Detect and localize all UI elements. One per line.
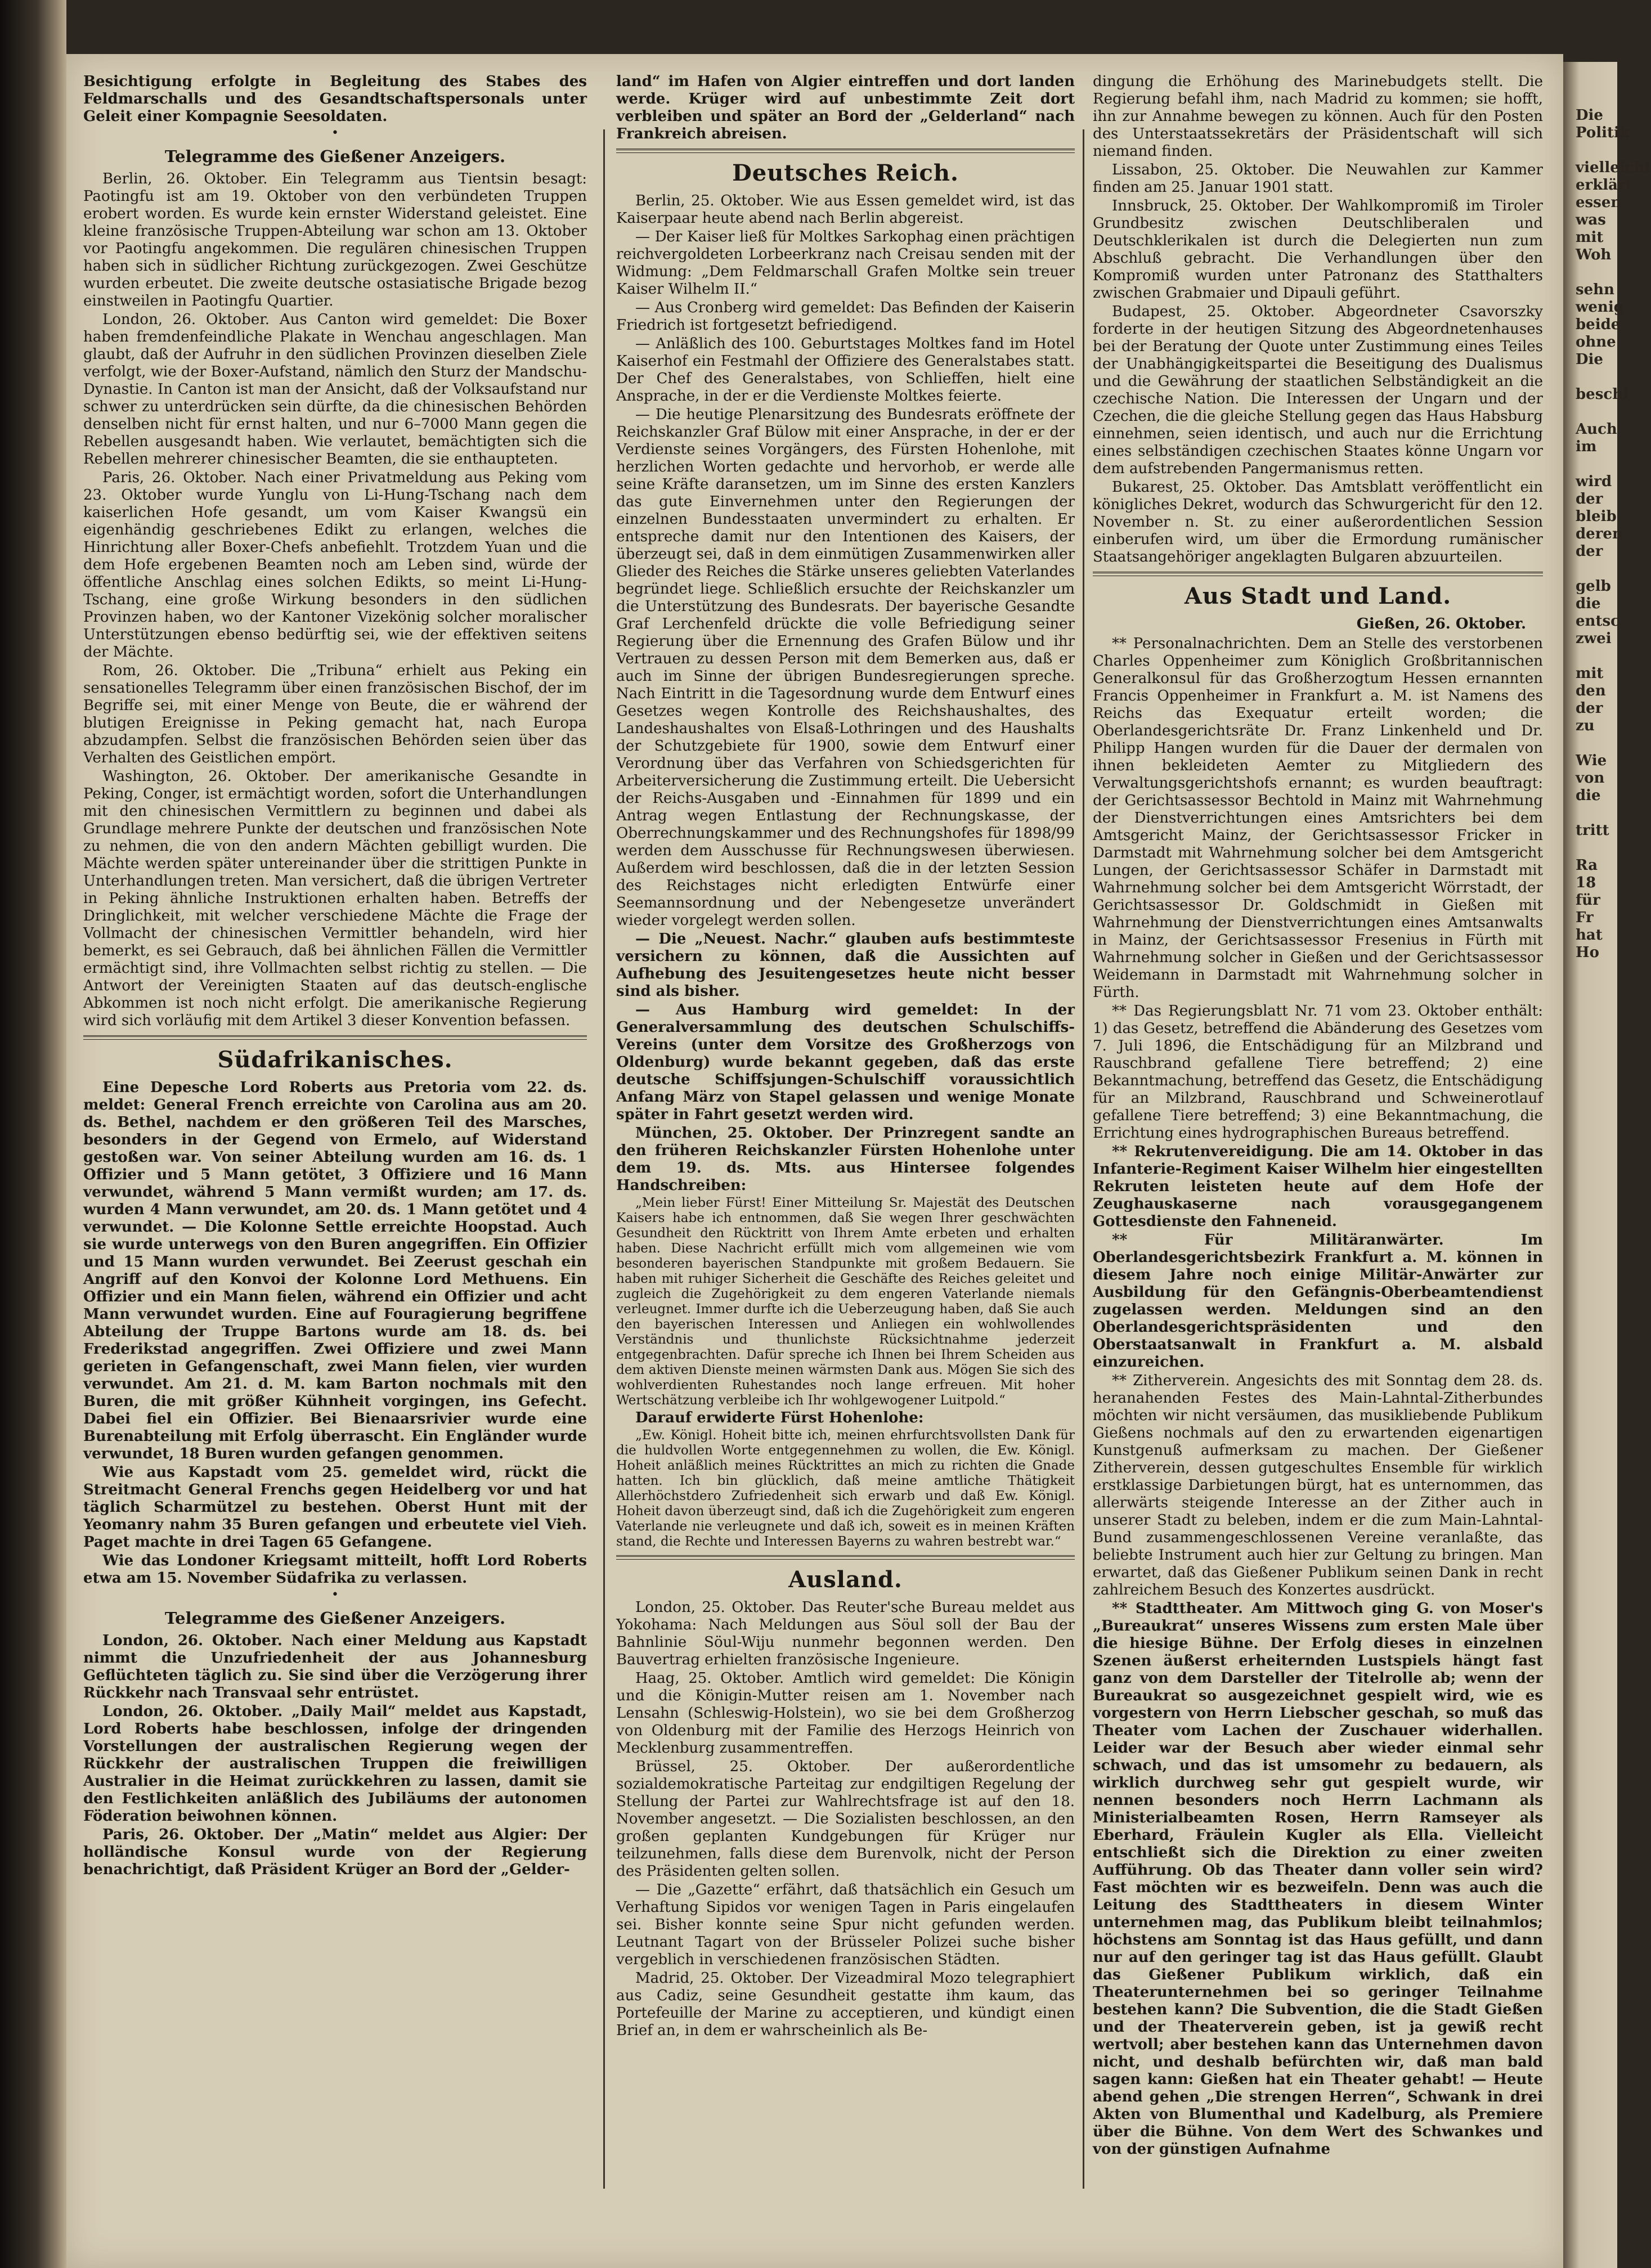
letter-hohenlohe: „Ew. Königl. Hoheit bitte ich, meinen ehrfurchtsvollsten Dank für die huldvollen Worte entgegennehmen zu wollen, die Ew. Königl. Hoheit anläßlich meines Rücktrittes an mich zu richten die Gnade hatten. Ich bin glücklich, daß meine amtliche Thätigkeit Allerhöchstdero Zufriedenheit sich erwarb und daß Ew. Königl. Hoheit davon überzeugt sind, daß ich die Zugehörigkeit zum engeren Vaterlande nie verleugnete und daß ich, soweit es in meinen Kräften stand, die Rechte und Interessen Bayerns zu wahren bestrebt war.“ xyxy=(616,1428,1075,1549)
article-paragraph: — Aus Cronberg wird gemeldet: Das Befinden der Kaiserin Friedrich ist fortgesetzt befriedigend. xyxy=(616,299,1075,334)
dateline: Gießen, 26. Oktober. xyxy=(1356,616,1526,632)
next-page-text-fragment: Die Politik vielleicht erklärt essen was mit Woh sehn wenig beide ohne Die beschl Auch im wird der bleib deren der gelb die entsc zwei mit den der zu Wie von die tritt Ra 18 für Fr hat Ho xyxy=(1576,107,1651,961)
article-continuation: land“ im Hafen von Algier eintreffen und dort landen werde. Krüger wird auf unbestimmte Zeit dort verbleiben und später an Bord der „Gelderland“ nach Frankreich abreisen. xyxy=(616,73,1075,142)
article-paragraph: Lissabon, 25. Oktober. Die Neuwahlen zur Kammer finden am 25. Januar 1901 statt. xyxy=(1093,161,1543,196)
article-paragraph: ** Rekrutenvereidigung. Die am 14. Oktober in das Infanterie-Regiment Kaiser Wilhelm hier eingestellten Rekruten leisteten heute auf dem Hofe der Zeughauskaserne nach vorausgegangenem Gottesdienste den Fahneneid. xyxy=(1093,1143,1543,1230)
article-paragraph: — Die „Neuest. Nachr.“ glauben aufs bestimmteste versichern zu können, daß die Aussichten auf Aufhebung des Jesuitengesetzes heute nicht besser sind als bisher. xyxy=(616,931,1075,1000)
section-divider xyxy=(616,149,1075,153)
telegram-paragraph: London, 26. Oktober. Nach einer Meldung aus Kapstadt nimmt die Unzufriedenheit der aus Johannesburg Geflüchteten täglich zu. Sie sind über die Verzögerung ihrer Rückkehr nach Transvaal sehr entrüstet. xyxy=(83,1632,587,1701)
section-title-aus-stadt-und-land: Aus Stadt und Land. xyxy=(1184,583,1452,609)
article-paragraph: London, 25. Oktober. Das Reuter'sche Bureau meldet aus Yokohama: Nach Meldungen aus Söul soll der Bau der Bahnlinie Söul-Wiju nunmehr begonnen werden. Den Bauvertrag erhielten französische Ingenieure. xyxy=(616,1599,1075,1668)
separator-dot: • xyxy=(331,126,339,140)
section-title-deutsches-reich: Deutsches Reich. xyxy=(732,160,959,186)
telegram-paragraph: Paris, 26. Oktober. Der „Matin“ meldet aus Algier: Der holländische Konsul wurde von der Regierung benachrichtigt, daß Präsident Krüger an Bord der „Gelder- xyxy=(83,1826,587,1878)
column-middle xyxy=(616,73,1075,2041)
column-right xyxy=(1093,73,1543,2159)
separator-dot: • xyxy=(331,1588,339,1602)
article-paragraph: Innsbruck, 25. Oktober. Der Wahlkompromiß im Tiroler Grundbesitz zwischen Deutschliberalen und Deutschklerikalen ist durch die Delegierten nun zum Abschluß gebracht. Die Verhandlungen über den Kompromiß wurden unter Patronanz des Statthalters zwischen Grabmaier und Dipauli geführt. xyxy=(1093,197,1543,302)
article-continuation: Besichtigung erfolgte in Begleitung des Stabes des Feldmarschalls und des Gesandtschaftspersonals unter Geleit einer Kompagnie Seesoldaten. xyxy=(83,73,587,125)
section-divider xyxy=(616,1555,1075,1560)
book-binding-edge xyxy=(0,0,66,2268)
section-title-ausland: Ausland. xyxy=(788,1566,903,1593)
telegram-paragraph: Rom, 26. Oktober. Die „Tribuna“ erhielt aus Peking ein sensationelles Telegramm über einen französischen Bischof, der im Begriffe sei, mit einer Menge von Beute, die er während der blutigen Ereignisse in Peking gemacht hat, nach Europa abzudampfen. Selbst die französischen Behörden seien über das Verhalten des Geistlichen empört. xyxy=(83,662,587,766)
telegram-heading-1: Telegramme des Gießener Anzeigers. xyxy=(164,147,506,166)
next-page-edge xyxy=(1563,62,1651,2268)
article-continuation: dingung die Erhöhung des Marinebudgets stellt. Die Regierung befahl ihm, nach Madrid zu kommen; sie hofft, ihn zur Annahme bewegen zu können. Auch für den Posten des Unterstaatssekretärs der Präsidentschaft will sich niemand finden. xyxy=(1093,73,1543,160)
telegram-paragraph: Washington, 26. Oktober. Der amerikanische Gesandte in Peking, Conger, ist ermächtigt worden, sofort die Unterhandlungen mit den chinesischen Vermittlern zu beginnen und dabei als Grundlage mehrere Punkte der deutschen und französischen Note zu nehmen, die von den andern Mächten gebilligt wurden. Die Mächte werden später untereinander über die strittigen Punkte in Unterhandlungen treten. Man versichert, daß die übrigen Vertreter in Peking ähnliche Instruktionen erhalten haben. Betreffs der Dringlichkeit, mit welcher verschiedene Mächte die Frage der Vollmacht der chinesischen Vermittler behandeln, wird hier bemerkt, es sei Gebrauch, daß bei ähnlichen Fällen die Vermittler ermächtigt sind, ihre Vollmachten selbst richtig zu stellen. — Die Antwort der Vereinigten Staaten auf das deutsch-englische Abkommen ist noch nicht erfolgt. Die amerikanische Regierung wird sich vorläufig mit dem Artikel 3 dieser Konvention befassen. xyxy=(83,768,587,1029)
article-paragraph: ** Für Militäranwärter. Im Oberlandesgerichtsbezirk Frankfurt a. M. können in diesem Jahre noch einige Militär-Anwärter zur Ausbildung für den Gefängnis-Oberbeamtendienst zugelassen werden. Meldungen sind an den Oberlandesgerichtspräsidenten und den Oberstaatsanwalt in Frankfurt a. M. alsbald einzureichen. xyxy=(1093,1232,1543,1371)
article-paragraph: Haag, 25. Oktober. Amtlich wird gemeldet: Die Königin und die Königin-Mutter reisen am 1. November nach Lensahn (Schleswig-Holstein), wo sie bei dem Großherzog von Oldenburg mit der Familie des Herzogs Heinrich von Mecklenburg zusammentreffen. xyxy=(616,1670,1075,1757)
section-divider xyxy=(83,1035,587,1040)
column-left xyxy=(83,73,587,1880)
article-paragraph: Budapest, 25. Oktober. Abgeordneter Csavorszky forderte in der heutigen Sitzung des Abgeordnetenhauses bei der Beratung der Quote unter Zustimmung eines Teiles der Unabhängigkeitspartei die Beseitigung des Dualismus und die Gewährung der staatlichen Selbständigkeit an die czechische Nation. Die Interessen der Ungarn und der Czechen, die die gleiche Stellung gegen das Haus Habsburg einnehmen, seien identisch, und auch nur die Errichtung eines selbständigen czechischen Staates könne Ungarn vor dem aufstrebenden Pangermanismus retten. xyxy=(1093,303,1543,477)
article-paragraph: Bukarest, 25. Oktober. Das Amtsblatt veröffentlicht ein königliches Dekret, wodurch das Schwurgericht für den 12. November n. St. zu einer außerordentlichen Session einberufen wird, um über die Ermordung rumänischer Staatsangehöriger angeklagten Bulgaren abzuurteilen. xyxy=(1093,479,1543,565)
column-rule-2 xyxy=(1083,129,1084,2189)
article-paragraph: ** Das Regierungsblatt Nr. 71 vom 23. Oktober enthält: 1) das Gesetz, betreffend die Abänderung des Gesetzes vom 7. Juli 1896, die Entschädigung für an Milzbrand und Rauschbrand gefallene Tiere betreffend; 2) eine Bekanntmachung, betreffend das Gesetz, die Entschädigung für an Milzbrand, Rauschbrand und Schweinerotlauf gefallene Tiere betreffend; 3) eine Bekanntmachung, die Errichtung eines hydrographischen Bureaus betreffend. xyxy=(1093,1003,1543,1142)
column-rule-1 xyxy=(603,129,605,2189)
telegram-heading-2: Telegramme des Gießener Anzeigers. xyxy=(164,1609,506,1628)
section-title-suedafrika: Südafrikanisches. xyxy=(217,1047,453,1073)
article-paragraph: — Anläßlich des 100. Geburtstages Moltkes fand im Hotel Kaiserhof ein Festmahl der Offiziere des Generalstabes statt. Der Chef des Generalstabes, von Schlieffen, hielt eine Ansprache, in der er die Verdienste Moltkes feierte. xyxy=(616,335,1075,405)
letter-prinzregent: „Mein lieber Fürst! Einer Mitteilung Sr. Majestät des Deutschen Kaisers habe ich entnommen, daß Sie wegen Ihrer geschwächten Gesundheit den Rücktritt von Ihrem Amte erbeten und erhalten haben. Diese Nachricht erfüllt mich vom allgemeinen wie vom besonderen bayerischen Standpunkte mit großem Bedauern. Sie haben mit ruhiger Sicherheit die Geschäfte des Reiches geleitet und zugleich die Zugehörigkeit zu dem engeren Vaterlande niemals verleugnet. Immer durfte ich die Ueberzeugung haben, daß Sie auch den bayerischen Interessen und Anliegen ein wohlwollendes Verständnis und thunlichste Rücksichtnahme jederzeit entgegenbrachten. Dafür spreche ich Ihnen bei Ihrem Scheiden aus dem aktiven Dienste meinen wärmsten Dank aus. Mögen Sie sich des wohlverdienten Ruhestandes noch lange erfreuen. Mit hoher Wertschätzung verbleibe ich Ihr wohlgewogener Luitpold.“ xyxy=(616,1196,1075,1408)
article-paragraph: ** Zitherverein. Angesichts des mit Sonntag dem 28. ds. heranahenden Festes des Main-Lahntal-Zitherbundes möchten wir nicht versäumen, das musikliebende Publikum Gießens nochmals auf den zu erwartenden eigenartigen Kunstgenuß aufmerksam zu machen. Der Gießener Zitherverein, dessen gutgeschultes Ensemble für wirklich erstklassige Darbietungen bürgt, hat es unternommen, das allerwärts steigende Interesse an der Zither auch in unserer Stadt zu beleben, indem er die zum Main-Lahntal-Bund zusammengeschlossenen Vereine veranlaßte, das beliebte Instrument auch hier zur Geltung zu bringen. Man erwartet, daß das Gießener Publikum seinen Dank in recht zahlreichem Besuch des Konzertes ausdrückt. xyxy=(1093,1372,1543,1598)
article-paragraph: Berlin, 25. Oktober. Wie aus Essen gemeldet wird, ist das Kaiserpaar heute abend nach Berlin abgereist. xyxy=(616,192,1075,227)
article-paragraph: ** Stadttheater. Am Mittwoch ging G. von Moser's „Bureaukrat“ unseres Wissens zum ersten Male über die hiesige Bühne. Der Erfolg dieses in einzelnen Szenen äußerst erheiternden Lustspiels hängt fast ganz von dem Darsteller der Titelrolle ab; wenn der Bureaukrat so ausgezeichnet gespielt wird, wie es vorgestern von Herrn Liebscher geschah, so muß das Theater vom Lachen der Zuschauer widerhallen. Leider war der Besuch aber wieder einmal sehr schwach, und das ist umsomehr zu bedauern, als wirklich durchweg sehr gut gespielt wurde, wir nennen besonders noch Herrn Lachmann als Ministerialbeamten Rosen, Herrn Ramseyer als Eberhard, Fräulein Kugler als Ella. Vielleicht entschließt sich die Direktion zu einer zweiten Aufführung. Ob das Theater dann voller sein wird? Fast möchten wir es bezweifeln. Denn was auch die Leitung des Stadttheaters in diesem Winter unternehmen mag, das Publikum bleibt teilnahmlos; höchstens am Sonntag ist das Haus gefüllt, und dann nur auf den geringer tag ist das Haus gefüllt. Glaubt das Gießener Publikum wirklich, daß ein Theaterunternehmen bei so geringer Teilnahme bestehen kann? Die Subvention, die die Stadt Gießen und der Theaterverein geben, ist ja gewiß recht wertvoll; aber bestehen kann das Unternehmen davon nicht, und deshalb befürchten wir, daß man bald sagen kann: Gießen hat ein Theater gehabt! — Heute abend gehen „Die strengen Herren“, Schwank in drei Akten von Blumenthal und Kadelburg, als Premiere über die Bühne. Von dem Wert des Schwankes und von der günstigen Aufnahme xyxy=(1093,1600,1543,2158)
telegram-paragraph: Paris, 26. Oktober. Nach einer Privatmeldung aus Peking vom 23. Oktober wurde Yunglu von Li-Hung-Tschang nach dem kaiserlichen Hofe gesandt, um vom Kaiser Kwangsü ein eigenhändig geschriebenes Edikt zu erlangen, welches die Hinrichtung aller Boxer-Chefs anbefiehlt. Trotzdem Yuan und die dem Hofe ergebenen Beamten noch am Leben sind, würde der öffentliche Anschlag eines solchen Edikts, so meint Li-Hung-Tschang, eine große Wirkung besonders in den südlichen Provinzen haben, wo der Kantoner Vizekönig solcher moralischer Unterstützungen ebenso bedürftig sei, wie der effektiven seitens der Mächte. xyxy=(83,469,587,661)
section-divider xyxy=(1093,572,1543,576)
article-paragraph: — Aus Hamburg wird gemeldet: In der Generalversammlung des deutschen Schulschiffs-Vereins (unter dem Vorsitze des Großherzogs von Oldenburg) wurde bekannt gegeben, daß das erste deutsche Schiffsjungen-Schulschiff voraussichtlich Anfang März von Stapel gelassen und wenige Monate später in Fahrt gesetzt werden wird. xyxy=(616,1001,1075,1123)
article-paragraph: Brüssel, 25. Oktober. Der außerordentliche sozialdemokratische Parteitag zur endgiltigen Regelung der Stellung der Partei zur Wahlrechtsfrage ist auf den 18. November angesetzt. — Die Sozialisten beschlossen, an den großen geplanten Kundgebungen für Krüger nur teilzunehmen, falls diese dem Burenvolk, nicht der Person des Präsidenten gelten sollen. xyxy=(616,1758,1075,1880)
article-paragraph: München, 25. Oktober. Der Prinzregent sandte an den früheren Reichskanzler Fürsten Hohenlohe unter dem 19. ds. Mts. aus Hintersee folgendes Handschreiben: xyxy=(616,1125,1075,1194)
telegram-paragraph: London, 26. Oktober. „Daily Mail“ meldet aus Kapstadt, Lord Roberts habe beschlossen, infolge der dringenden Vorstellungen der australischen Regierung wegen der Rückkehr der australischen Truppen die freiwilligen Australier in die Heimat zurückkehren zu lassen, damit sie den Festlichkeiten anläßlich des Jubiläums der autonomen Föderation beiwohnen können. xyxy=(83,1703,587,1825)
telegram-paragraph: Berlin, 26. Oktober. Ein Telegramm aus Tientsin besagt: Paotingfu ist am 19. Oktober von den verbündeten Truppen erobert worden. Es wurde kein ernster Widerstand geleistet. Eine kleine französische Truppen-Abteilung war schon am 13. Oktober vor Paotingfu angekommen. Die regulären chinesischen Truppen haben sich in südlicher Richtung zurückgezogen. Zwei Geschütze wurden erbeutet. Die zweite deutsche ostasiatische Brigade bezog einstweilen in Paotingfu Quartier. xyxy=(83,170,587,309)
article-paragraph: Wie aus Kapstadt vom 25. gemeldet wird, rückt die Streitmacht General Frenchs gegen Heidelberg vor und hat täglich Scharmützel zu bestehen. Oberst Hunt mit der Yeomanry nahm 35 Buren gefangen und erbeutete viel Vieh. Paget machte in drei Tagen 65 Gefangene. xyxy=(83,1464,587,1551)
article-paragraph: Wie das Londoner Kriegsamt mitteilt, hofft Lord Roberts etwa am 15. November Südafrika zu verlassen. xyxy=(83,1552,587,1587)
article-paragraph: ** Personalnachrichten. Dem an Stelle des verstorbenen Charles Oppenheimer zum Königlich Großbritannischen Generalkonsul für das Großherzogtum Hessen ernannten Francis Oppenheimer in Frankfurt a. M. ist Namens des Reichs das Exequatur erteilt worden; die Oberlandesgerichtsräte Dr. Franz Linkenheld und Dr. Philipp Hangen wurden für die Dauer der dermalen von ihnen bekleideten Aemter zu Mitgliedern des Verwaltungsgerichtshofs ernannt; es wurden beauftragt: der Gerichtsassessor Bechtold in Mainz mit Wahrnehmung der Dienstverrichtungen eines Amtsrichters bei dem Amtsgericht Mainz, der Gerichtsassessor Fricker in Darmstadt mit Wahrnehmung solcher bei dem Amtsgericht Lungen, der Gerichtsassessor Schäfer in Darmstadt mit Wahrnehmung solcher bei dem Amtsgericht Wörrstadt, der Gerichtsassessor Dr. Goldschmidt in Gießen mit Wahrnehmung der Dienstverrichtungen eines Amtsanwalts in Mainz, der Gerichtsassessor Fresenius in Fürth mit Wahrnehmung solcher in Gießen und der Gerichtsassessor Weidemann in Darmstadt mit Wahrnehmung solcher in Fürth. xyxy=(1093,635,1543,1001)
article-paragraph: — Die heutige Plenarsitzung des Bundesrats eröffnete der Reichskanzler Graf Bülow mit einer Ansprache, in der er der Verdienste seines Vorgängers, des Fürsten Hohenlohe, mit herzlichen Worten gedachte und hervorhob, er werde alle seine Kräfte daransetzen, um im Sinne des ersten Kanzlers das gute Einvernehmen unter den Regierungen der einzelnen Bundesstaaten unvermindert zu erhalten. Er entspreche damit nur den Intentionen des Kaisers, der überzeugt sei, daß in dem einmütigen Zusammenwirken aller Glieder des Reiches die Stärke unseres geliebten Vaterlandes begründet liege. Schließlich ersuchte der Reichskanzler um die Unterstützung des Bundesrats. Der bayerische Gesandte Graf Lerchenfeld drückte die volle Befriedigung seiner Regierung über die Ernennung des Grafen Bülow und ihr Vertrauen zu dessen Person mit dem Bemerken aus, daß er auch im Sinne der übrigen Bundesregierungen spreche. Nach Eintritt in die Tagesordnung wurde dem Entwurf eines Gesetzes wegen Kontrolle des Reichshaushaltes, des Landeshaushaltes von Elsaß-Lothringen und des Haushalts der Schutzgebiete für 1900, sowie dem Entwurf einer Verordnung über das Verfahren von Schiedsgerichten für Arbeiterversicherung die Zustimmung erteilt. Die Uebersicht der Reichs-Ausgaben und -Einnahmen für 1899 und ein Antrag wegen Entlastung der Rechnungskasse, der Oberrechnungskammer und des Rechnungshofes für 1898/99 werden dem Ausschusse für Rechnungswesen überwiesen. Außerdem wird beschlossen, daß die in der letzten Session des Reichstages nicht erledigten Entwürfe einer Seemannsordnung und der Nebengesetze unverändert wieder vorgelegt werden sollen. xyxy=(616,406,1075,929)
article-paragraph: — Die „Gazette“ erfährt, daß thatsächlich ein Gesuch um Verhaftung Sipidos vor wenigen Tagen in Paris eingelaufen sei. Bisher konnte seine Spur nicht gefunden werden. Leutnant Tagart von der Brüsseler Polizei suche bisher vergeblich in verschiedenen französischen Städten. xyxy=(616,1881,1075,1968)
article-paragraph: Eine Depesche Lord Roberts aus Pretoria vom 22. ds. meldet: General French erreichte von Carolina aus am 20. ds. Bethel, nachdem er den größeren Teil des Marsches, besonders in der Gegend von Ermelo, auf Widerstand gestoßen war. Von seiner Abteilung wurden am 16. ds. 1 Offizier und 5 Mann getötet, 3 Offiziere und 16 Mann verwundet, während 5 Mann vermißt wurden; am 17. ds. wurden 4 Mann verwundet, am 20. ds. 1 Mann getötet und 4 verwundet. — Die Kolonne Settle erreichte Hoopstad. Auch sie wurde unterwegs von den Buren angegriffen. Ein Offizier und 15 Mann wurden verwundet. Bei Zeerust geschah ein Angriff auf den Konvoi der Kolonne Lord Methuens. Ein Offizier und ein Mann fielen, während ein Offizier und acht Mann verwundet wurden. Eine auf Fouragierung begriffene Abteilung der Truppe Bartons wurde am 18. ds. bei Frederikstad angegriffen. Zwei Offiziere und zwei Mann gerieten in Gefangenschaft, zwei Mann fielen, vier wurden verwundet. Am 21. d. M. kam Barton nochmals mit den Buren, die mit größer Kühnheit vorgingen, ins Gefecht. Dabei fiel ein Offizier. Bei Bienaarsrivier wurde eine Burenabteilung mit Erfolg überrascht. Ein Engländer wurde verwundet, 18 Buren wurden gefangen genommen. xyxy=(83,1079,587,1462)
article-paragraph: Madrid, 25. Oktober. Der Vizeadmiral Mozo telegraphiert aus Cadiz, seine Gesundheit gestatte ihm kaum, das Portefeuille der Marine zu acceptieren, und kündigt einen Brief an, in dem er wahrscheinlich als Be- xyxy=(616,1970,1075,2039)
telegram-paragraph: London, 26. Oktober. Aus Canton wird gemeldet: Die Boxer haben fremdenfeindliche Plakate in Wenchau angeschlagen. Man glaubt, daß der Aufruhr in den südlichen Provinzen dieselben Ziele verfolgt, wie der Boxer-Aufstand, nämlich den Sturz der Mandschu-Dynastie. In Canton ist man der Ansicht, daß der Volksaufstand nur schwer zu unterdrücken sein dürfte, da die chinesischen Behörden denselben nicht für ernst halten, und nur 6–7000 Mann gegen die Rebellen ausgesandt haben. Wie verlautet, bemächtigten sich die Rebellen mehrerer chinesischer Beamten, die sie enthaupteten. xyxy=(83,311,587,468)
letter-intro: Darauf erwiderte Fürst Hohenlohe: xyxy=(635,1409,924,1426)
article-paragraph: — Der Kaiser ließ für Moltkes Sarkophag einen prächtigen reichvergoldeten Lorbeerkranz nach Creisau senden mit der Widmung: „Dem Feldmarschall Grafen Moltke sein treuer Kaiser Wilhelm II.“ xyxy=(616,228,1075,298)
